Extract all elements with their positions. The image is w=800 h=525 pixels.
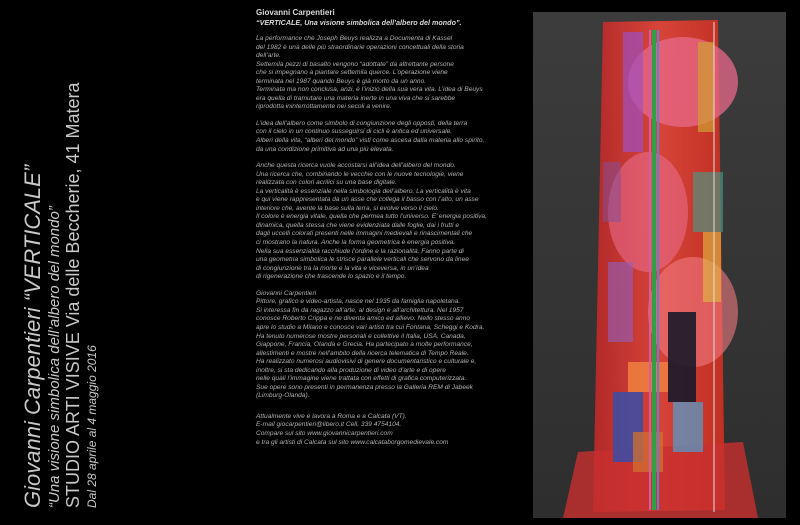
paragraph-line: La performance che Joseph Beuys realizza a Documenta di Kassel (256, 35, 453, 42)
exhibition-dates: Dal 28 aprile al 4 maggio 2016 (85, 345, 99, 508)
paragraph-line: La verticalità è essenziale nella simbologia dell’albero. La verticalità è vita (256, 187, 471, 195)
text-column (256, 8, 521, 518)
paragraph-5 (256, 413, 521, 447)
paragraph-line: Una ricerca che, combinando le vecchie con le nuove tecnologie, viene (256, 170, 464, 178)
paragraph-line: Pittore, grafico e video-artista, nasce nel 1935 da famiglia napoletana. (256, 298, 461, 306)
paragraph-line: L’idea dell’albero come simbolo di congiunzione degli opposti, della terra (256, 119, 468, 127)
paragraph-line: con il cielo in un continuo susseguirsi di cicli è antica ed universale. (256, 128, 453, 136)
paragraph-line: del 1982 è una delle più straordinarie operazioni concettuali della storia (256, 43, 464, 51)
paragraph-line: interiore che, avente la base sulla terra, si evolve verso il cielo. (256, 204, 439, 212)
paragraph-line: conosce Roberto Crippa e ne diventa amico ed allievo. Nello stesso anno (256, 315, 471, 323)
paragraph-line: Terminata ma non conclusa, anzi, è l’inizio della sua vera vita. L’idea di Beuys (256, 86, 483, 94)
paragraph-2 (256, 120, 521, 154)
paragraph-line: dagli uccelli colorati presenti nelle immagini medievali e rinascimentali che (256, 230, 473, 238)
paragraph-line: una geometria simbolica le strisce parallele verticali che servono da linee (256, 256, 469, 264)
paragraph-line: allestimenti e mostre nell’ambito della ricerca telematica di Tempo Reale. (256, 349, 469, 357)
paragraph-line: da una condizione primitiva ad una più elevata. (256, 145, 394, 153)
paragraph-line: e tra gli artisti di Calcata sul sito www.calcataborgomedievale.com (256, 438, 449, 446)
paragraph-line: Nella sua essenzialità racchiude l’ordine e la razionalità. Fanno parte di (256, 247, 464, 255)
exhibition-venue: STUDIO ARTI VISIVE Via delle Beccherie, 41 Matera (63, 82, 83, 508)
paragraph-line: Settemila pezzi di basalto vengono “adottate” da altrettante persone (256, 60, 454, 68)
paragraph-line: Si interessa fin da ragazzo all’arte, al design e all’architettura. Nel 1957 (256, 306, 464, 314)
paragraph-line: riprodotta ininterrottamente nei secoli a venire. (256, 103, 392, 111)
paragraph-1 (256, 35, 521, 112)
paragraph-line: Ha realizzato numerosi audiovisivi di genere documentaristico e culturale e, (256, 358, 477, 366)
paragraph-line: dinamica, quella stessa che viene evidenziata dalle foglie, dai i frutti e (256, 221, 460, 229)
body-paragraphs (256, 35, 521, 447)
paragraph-line: Attualmente vive e lavora a Roma e a Calcata (VT). (256, 412, 407, 420)
paragraph-line: Anche questa ricerca vuole accostarsi all’idea dell’albero del mondo. (256, 162, 456, 170)
paragraph-line: (Limburg-Olanda). (256, 392, 310, 400)
work-title-heading: “VERTICALE, Una visione simbolica dell’albero del mondo”. (256, 18, 462, 27)
paragraph-line: apre lo studio a Milano e conosce vari artisti tra cui Fontana, Scheggi e Kodra. (256, 323, 485, 331)
exhibition-subtitle: “Una visione simbolica dell’albero del mondo” (46, 206, 63, 508)
vertical-title-block (0, 0, 240, 525)
paragraph-line: inoltre, si sta dedicando alla produzione di video d’arte e di opere (256, 366, 446, 374)
paragraph-line: Sue opere sono presenti in permanenza presso la Galleria REM di Jabeek (256, 383, 473, 391)
paragraph-line: Il colore è energia vitale, quella che permea tutto l’universo. E’ energia positiva, (256, 213, 487, 221)
paragraph-4 (256, 290, 521, 401)
paragraph-3 (256, 162, 521, 282)
paragraph-line: Ha tenuto numerose mostre personali e collettive il Italia, USA, Canada, (256, 332, 466, 340)
paragraph-line: dell’arte. (256, 52, 281, 60)
vertical-title-rotated (20, 8, 100, 508)
paragraph-line: Giovanni Carpentieri (256, 289, 317, 297)
paragraph-line: E-mail giocarpentieri@libero.it Cell. 339 4754104. (256, 421, 402, 429)
paragraph-line: Compare sul sito www.giovannicarpentieri.com (256, 429, 393, 437)
artist-name-heading: Giovanni Carpentieri (256, 8, 335, 17)
paragraph-line: di rigenerazione che trascende lo spazio e il tempo. (256, 273, 407, 281)
paragraph-line: che si impegnano a piantare settemila querce. L’operazione viene (256, 69, 448, 77)
paragraph-line: era quella di tramutare una materia inerte in una viva che si sarebbe (256, 94, 456, 102)
paragraph-line: ci mostrano la natura. Anche la forma geometrica è energia positiva. (256, 239, 456, 247)
paragraph-line: realizzata con colori acrilici su una base digitale. (256, 179, 397, 187)
artwork-vertical-painting (533, 12, 786, 518)
exhibition-title: Giovanni Carpentieri “VERTICALE” (20, 164, 45, 508)
paragraph-line: Giappone, Francia, Olanda e Grecia. Ha partecipato a molte performance, (256, 341, 473, 349)
paragraph-line: terminata nel 1987 quando Beuys è già morto da un anno. (256, 77, 427, 85)
paragraph-line: e qui viene rappresentata da un asse che collega il basso con l’alto, un asse (256, 196, 479, 204)
paragraph-line: nelle quali l’immagine viene trattata con effetti di grafica computerizzata. (256, 375, 467, 383)
paragraph-line: Alberi della vita, “alberi del mondo” visti come ascesa dalla materia allo spirito, (256, 137, 485, 145)
artwork-image (533, 12, 786, 518)
paragraph-line: di congiunzione tra la morte e la vita e viceversa, in un’idea (256, 264, 429, 272)
